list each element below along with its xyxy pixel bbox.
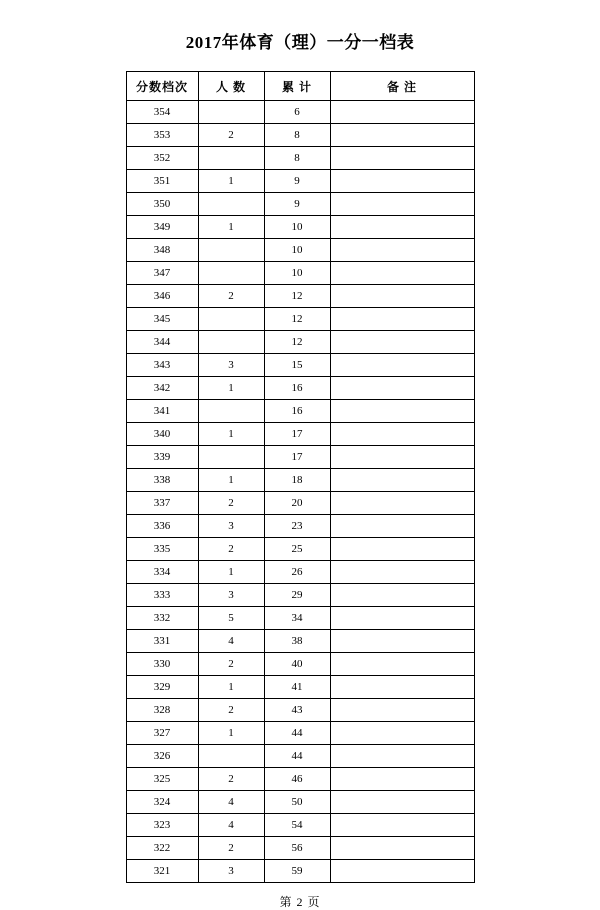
table-row — [126, 492, 474, 515]
cell-cumulative: 12 — [264, 308, 330, 331]
cell-remark — [330, 308, 474, 331]
table-header-row — [126, 72, 474, 101]
cell-count: 4 — [198, 791, 264, 814]
cell-score: 346 — [126, 285, 198, 308]
cell-cumulative: 8 — [264, 147, 330, 170]
cell-cumulative: 9 — [264, 170, 330, 193]
cell-cumulative: 44 — [264, 722, 330, 745]
cell-cumulative: 20 — [264, 492, 330, 515]
table-row — [126, 423, 474, 446]
cell-remark — [330, 377, 474, 400]
cell-score: 345 — [126, 308, 198, 331]
table-row — [126, 837, 474, 860]
cell-remark — [330, 745, 474, 768]
cell-score: 321 — [126, 860, 198, 883]
cell-count: 1 — [198, 216, 264, 239]
cell-remark — [330, 354, 474, 377]
cell-count: 3 — [198, 515, 264, 538]
table-row — [126, 147, 474, 170]
cell-cumulative: 17 — [264, 423, 330, 446]
cell-count: 2 — [198, 653, 264, 676]
cell-cumulative: 26 — [264, 561, 330, 584]
cell-remark — [330, 124, 474, 147]
cell-cumulative: 10 — [264, 262, 330, 285]
cell-score: 323 — [126, 814, 198, 837]
column-header-count: 人 数 — [198, 72, 264, 101]
cell-score: 344 — [126, 331, 198, 354]
cell-count: 5 — [198, 607, 264, 630]
column-header-cumulative: 累 计 — [264, 72, 330, 101]
cell-cumulative: 9 — [264, 193, 330, 216]
table-row — [126, 170, 474, 193]
table-row — [126, 331, 474, 354]
cell-cumulative: 40 — [264, 653, 330, 676]
cell-count — [198, 262, 264, 285]
cell-remark — [330, 423, 474, 446]
table-row — [126, 768, 474, 791]
cell-cumulative: 59 — [264, 860, 330, 883]
table-body — [126, 101, 474, 883]
cell-cumulative: 16 — [264, 377, 330, 400]
cell-score: 341 — [126, 400, 198, 423]
cell-remark — [330, 170, 474, 193]
cell-count: 4 — [198, 814, 264, 837]
cell-remark — [330, 561, 474, 584]
cell-remark — [330, 147, 474, 170]
cell-count: 3 — [198, 584, 264, 607]
table-row — [126, 285, 474, 308]
table-row — [126, 676, 474, 699]
table-row — [126, 538, 474, 561]
cell-count: 1 — [198, 423, 264, 446]
cell-score: 350 — [126, 193, 198, 216]
cell-remark — [330, 469, 474, 492]
table-row — [126, 814, 474, 837]
cell-cumulative: 56 — [264, 837, 330, 860]
cell-count — [198, 745, 264, 768]
cell-remark — [330, 630, 474, 653]
page-title: 2017年体育（理）一分一档表 — [185, 33, 415, 52]
cell-cumulative: 29 — [264, 584, 330, 607]
table-header — [126, 72, 474, 101]
cell-remark — [330, 216, 474, 239]
table-row — [126, 354, 474, 377]
cell-cumulative: 12 — [264, 331, 330, 354]
cell-cumulative: 15 — [264, 354, 330, 377]
cell-count: 2 — [198, 837, 264, 860]
cell-score: 342 — [126, 377, 198, 400]
table-row — [126, 377, 474, 400]
table-row — [126, 446, 474, 469]
cell-cumulative: 46 — [264, 768, 330, 791]
cell-score: 325 — [126, 768, 198, 791]
cell-score: 340 — [126, 423, 198, 446]
cell-score: 347 — [126, 262, 198, 285]
cell-score: 333 — [126, 584, 198, 607]
table-row — [126, 101, 474, 124]
page-number-footer: 第 2 页 — [279, 895, 321, 909]
score-distribution-table — [126, 71, 475, 883]
table-row — [126, 515, 474, 538]
cell-count — [198, 193, 264, 216]
cell-score: 343 — [126, 354, 198, 377]
cell-count: 2 — [198, 538, 264, 561]
cell-count — [198, 239, 264, 262]
table-row — [126, 607, 474, 630]
table-row — [126, 630, 474, 653]
cell-remark — [330, 538, 474, 561]
cell-score: 334 — [126, 561, 198, 584]
cell-score: 324 — [126, 791, 198, 814]
cell-cumulative: 25 — [264, 538, 330, 561]
cell-remark — [330, 446, 474, 469]
cell-cumulative: 50 — [264, 791, 330, 814]
cell-remark — [330, 193, 474, 216]
cell-cumulative: 54 — [264, 814, 330, 837]
cell-score: 339 — [126, 446, 198, 469]
cell-score: 338 — [126, 469, 198, 492]
cell-cumulative: 16 — [264, 400, 330, 423]
table-row — [126, 469, 474, 492]
cell-count: 3 — [198, 354, 264, 377]
cell-cumulative: 10 — [264, 216, 330, 239]
cell-score: 348 — [126, 239, 198, 262]
cell-count: 2 — [198, 124, 264, 147]
cell-count: 1 — [198, 377, 264, 400]
cell-score: 353 — [126, 124, 198, 147]
cell-count: 1 — [198, 170, 264, 193]
cell-count: 2 — [198, 285, 264, 308]
cell-remark — [330, 400, 474, 423]
cell-remark — [330, 239, 474, 262]
cell-count: 2 — [198, 492, 264, 515]
cell-remark — [330, 699, 474, 722]
table-row — [126, 216, 474, 239]
table-row — [126, 308, 474, 331]
cell-score: 328 — [126, 699, 198, 722]
table-row — [126, 791, 474, 814]
cell-count — [198, 400, 264, 423]
cell-cumulative: 12 — [264, 285, 330, 308]
cell-remark — [330, 492, 474, 515]
cell-score: 322 — [126, 837, 198, 860]
column-header-remark: 备 注 — [330, 72, 474, 101]
cell-cumulative: 6 — [264, 101, 330, 124]
table-row — [126, 239, 474, 262]
cell-remark — [330, 101, 474, 124]
cell-cumulative: 18 — [264, 469, 330, 492]
cell-score: 337 — [126, 492, 198, 515]
cell-remark — [330, 515, 474, 538]
cell-count — [198, 331, 264, 354]
cell-remark — [330, 331, 474, 354]
cell-score: 351 — [126, 170, 198, 193]
cell-count — [198, 101, 264, 124]
cell-cumulative: 23 — [264, 515, 330, 538]
cell-score: 327 — [126, 722, 198, 745]
cell-remark — [330, 722, 474, 745]
cell-score: 336 — [126, 515, 198, 538]
cell-count: 1 — [198, 469, 264, 492]
cell-count: 3 — [198, 860, 264, 883]
cell-count — [198, 308, 264, 331]
cell-cumulative: 44 — [264, 745, 330, 768]
table-row — [126, 745, 474, 768]
cell-remark — [330, 285, 474, 308]
cell-count: 1 — [198, 561, 264, 584]
cell-remark — [330, 791, 474, 814]
table-row — [126, 584, 474, 607]
table-row — [126, 561, 474, 584]
cell-cumulative: 8 — [264, 124, 330, 147]
cell-score: 326 — [126, 745, 198, 768]
cell-remark — [330, 860, 474, 883]
cell-cumulative: 10 — [264, 239, 330, 262]
table-row — [126, 722, 474, 745]
cell-remark — [330, 653, 474, 676]
cell-remark — [330, 676, 474, 699]
cell-score: 335 — [126, 538, 198, 561]
cell-score: 331 — [126, 630, 198, 653]
cell-score: 332 — [126, 607, 198, 630]
cell-cumulative: 41 — [264, 676, 330, 699]
column-header-score: 分数档次 — [126, 72, 198, 101]
cell-score: 329 — [126, 676, 198, 699]
cell-remark — [330, 607, 474, 630]
table-row — [126, 262, 474, 285]
table-row — [126, 699, 474, 722]
cell-count — [198, 446, 264, 469]
cell-count: 1 — [198, 676, 264, 699]
cell-cumulative: 34 — [264, 607, 330, 630]
cell-score: 352 — [126, 147, 198, 170]
cell-cumulative: 38 — [264, 630, 330, 653]
score-table-container — [0, 71, 600, 883]
table-row — [126, 193, 474, 216]
cell-cumulative: 17 — [264, 446, 330, 469]
cell-remark — [330, 262, 474, 285]
table-row — [126, 653, 474, 676]
cell-count: 2 — [198, 768, 264, 791]
cell-cumulative: 43 — [264, 699, 330, 722]
table-row — [126, 400, 474, 423]
cell-score: 330 — [126, 653, 198, 676]
cell-count: 1 — [198, 722, 264, 745]
cell-score: 354 — [126, 101, 198, 124]
cell-remark — [330, 814, 474, 837]
table-row — [126, 860, 474, 883]
cell-count: 2 — [198, 699, 264, 722]
cell-score: 349 — [126, 216, 198, 239]
table-row — [126, 124, 474, 147]
cell-count: 4 — [198, 630, 264, 653]
cell-remark — [330, 837, 474, 860]
cell-remark — [330, 584, 474, 607]
cell-count — [198, 147, 264, 170]
cell-remark — [330, 768, 474, 791]
